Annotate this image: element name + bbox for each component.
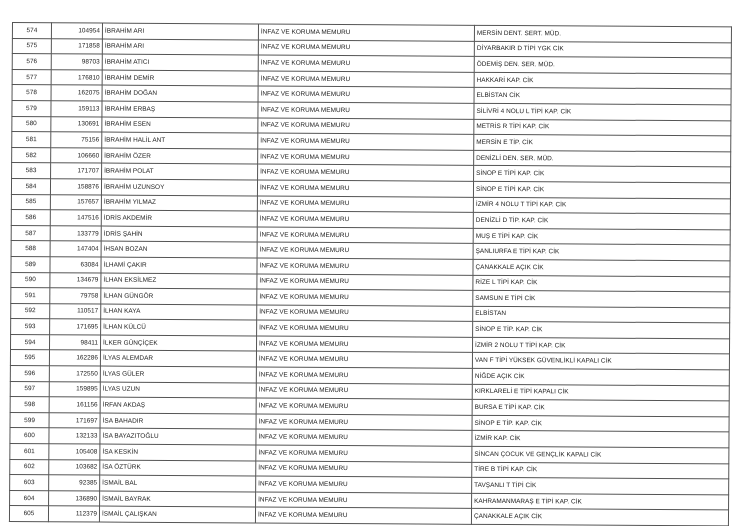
assigned-unit-cell: TİRE B TİPİ KAP. CİK <box>472 462 729 479</box>
registry-number-cell: 79758 <box>50 288 101 304</box>
full-name-cell: İDRİS ŞAHİN <box>101 226 257 243</box>
assigned-unit-cell: İZMİR 4 NOLU T TİPİ KAP. CİK <box>473 197 730 214</box>
row-number-cell: 603 <box>10 475 49 491</box>
registry-number-cell: 106660 <box>51 147 102 163</box>
registry-number-cell: 171695 <box>50 319 101 335</box>
row-number-cell: 604 <box>10 490 49 506</box>
registry-number-cell: 133779 <box>50 225 101 241</box>
full-name-cell: İSA BAYAZITOĞLU <box>100 428 256 445</box>
assigned-unit-cell: RİZE L TİPİ KAP. CİK <box>473 275 730 292</box>
job-title-cell: İNFAZ VE KORUMA MEMURU <box>258 86 474 103</box>
full-name-cell: İBRAHİM DOĞAN <box>102 85 258 102</box>
full-name-cell: İBRAHİM ERBAŞ <box>102 101 258 118</box>
full-name-cell: İBRAHİM ARI <box>102 23 258 40</box>
row-number-cell: 586 <box>11 210 50 226</box>
assigned-unit-cell: DENİZLİ DEN. SER. MÜD. <box>474 150 731 167</box>
registry-number-cell: 134679 <box>50 272 101 288</box>
row-number-cell: 605 <box>9 506 48 522</box>
job-title-cell: İNFAZ VE KORUMA MEMURU <box>256 383 472 400</box>
assigned-unit-cell: TAVŞANLI T TİPİ CİK <box>472 478 729 495</box>
registry-number-cell: 110517 <box>50 303 101 319</box>
row-number-cell: 588 <box>11 241 50 257</box>
registry-number-cell: 147516 <box>50 210 101 226</box>
full-name-cell: İLHAN KAYA <box>101 304 257 321</box>
full-name-cell: İLHAN KÜLCÜ <box>101 319 257 336</box>
full-name-cell: İBRAHİM UZUNSOY <box>101 179 257 196</box>
assigned-unit-cell: SİNCAN ÇOCUK VE GENÇLİK KAPALI CİK <box>472 446 729 463</box>
row-number-cell: 596 <box>10 366 49 382</box>
assigned-unit-cell: ŞANLIURFA E TİPİ KAP. CİK <box>473 244 730 261</box>
row-number-cell: 590 <box>11 272 50 288</box>
job-title-cell: İNFAZ VE KORUMA MEMURU <box>258 40 474 57</box>
assigned-unit-cell: METRİS R TİPİ KAP. CİK <box>474 119 731 136</box>
registry-number-cell: 98411 <box>49 335 100 351</box>
row-number-cell: 600 <box>10 428 49 444</box>
full-name-cell: İLYAS GÜLER <box>100 366 256 383</box>
job-title-cell: İNFAZ VE KORUMA MEMURU <box>258 102 474 119</box>
job-title-cell: İNFAZ VE KORUMA MEMURU <box>257 305 473 322</box>
assigned-unit-cell: SİNOP E TİP. KAP. CİK <box>472 415 729 432</box>
full-name-cell: İLHAMİ ÇAKIR <box>101 257 257 274</box>
assigned-unit-cell: SİNOP E TİPİ KAP. CİK <box>473 181 730 198</box>
assigned-unit-cell: ÇANAKKALE AÇIK CİK <box>471 509 728 526</box>
registry-number-cell: 103682 <box>49 459 100 475</box>
registry-number-cell: 157657 <box>50 194 101 210</box>
job-title-cell: İNFAZ VE KORUMA MEMURU <box>256 351 472 368</box>
row-number-cell: 598 <box>10 397 49 413</box>
row-number-cell: 583 <box>12 163 51 179</box>
assigned-unit-cell: DİYARBAKIR D TİPİ YGK CİK <box>474 41 731 58</box>
assigned-unit-cell: SAMSUN E TİPİ CİK <box>473 290 730 307</box>
assigned-unit-cell: HAKKARİ KAP. CİK <box>474 72 731 89</box>
row-number-cell: 580 <box>12 116 51 132</box>
full-name-cell: İLYAS UZUN <box>100 382 256 399</box>
job-title-cell: İNFAZ VE KORUMA MEMURU <box>256 336 472 353</box>
row-number-cell: 577 <box>12 69 51 85</box>
row-number-cell: 595 <box>10 350 49 366</box>
row-number-cell: 594 <box>10 334 49 350</box>
registry-number-cell: 92385 <box>49 475 100 491</box>
full-name-cell: İBRAHİM ATICI <box>102 54 258 71</box>
row-number-cell: 597 <box>10 381 49 397</box>
personnel-table-body <box>9 23 731 526</box>
row-number-cell: 601 <box>10 444 49 460</box>
job-title-cell: İNFAZ VE KORUMA MEMURU <box>257 258 473 275</box>
assigned-unit-cell: KAHRAMANMARAŞ E TİPİ KAP. CİK <box>472 493 729 510</box>
assigned-unit-cell: SİNOP E TİPİ KAP. CİK <box>474 166 731 183</box>
full-name-cell: İDRİS AKDEMİR <box>101 210 257 227</box>
registry-number-cell: 136890 <box>49 491 100 507</box>
job-title-cell: İNFAZ VE KORUMA MEMURU <box>256 414 472 431</box>
full-name-cell: İRFAN AKDAŞ <box>100 397 256 414</box>
assigned-unit-cell: BURSA E TİPİ KAP. CİK <box>472 400 729 417</box>
registry-number-cell: 159113 <box>51 101 102 117</box>
row-number-cell: 591 <box>11 288 50 304</box>
assigned-unit-cell: NİĞDE AÇIK CİK <box>472 368 729 385</box>
full-name-cell: İHSAN BOZAN <box>101 241 257 258</box>
job-title-cell: İNFAZ VE KORUMA MEMURU <box>256 367 472 384</box>
row-number-cell: 589 <box>11 256 50 272</box>
registry-number-cell: 112379 <box>48 506 99 522</box>
personnel-table <box>9 22 732 526</box>
full-name-cell: İBRAHİM HALİL ANT <box>102 132 258 149</box>
row-number-cell: 582 <box>12 147 51 163</box>
registry-number-cell: 75156 <box>51 132 102 148</box>
assigned-unit-cell: KIRKLARELİ E TİPİ KAPALI CİK <box>472 384 729 401</box>
full-name-cell: İSA BAHADIR <box>100 413 256 430</box>
full-name-cell: İLKER GÜNÇİÇEK <box>100 335 256 352</box>
job-title-cell: İNFAZ VE KORUMA MEMURU <box>256 492 472 509</box>
table-row <box>9 506 728 526</box>
row-number-cell: 587 <box>11 225 50 241</box>
job-title-cell: İNFAZ VE KORUMA MEMURU <box>257 289 473 306</box>
row-number-cell: 578 <box>12 85 51 101</box>
document-page <box>9 22 732 526</box>
assigned-unit-cell: MERSİN E TİP. CİK <box>474 134 731 151</box>
full-name-cell: İBRAHİM YILMAZ <box>101 195 257 212</box>
full-name-cell: İBRAHİM ESEN <box>102 117 258 134</box>
job-title-cell: İNFAZ VE KORUMA MEMURU <box>256 398 472 415</box>
registry-number-cell: 171697 <box>49 413 100 429</box>
full-name-cell: İLYAS ALEMDAR <box>100 351 256 368</box>
job-title-cell: İNFAZ VE KORUMA MEMURU <box>257 227 473 244</box>
assigned-unit-cell: İZMİR KAP. CİK <box>472 431 729 448</box>
full-name-cell: İSA ÖZTÜRK <box>100 460 256 477</box>
registry-number-cell: 176810 <box>51 70 102 86</box>
job-title-cell: İNFAZ VE KORUMA MEMURU <box>257 242 473 259</box>
registry-number-cell: 63084 <box>50 257 101 273</box>
assigned-unit-cell: ÖDEMİŞ DEN. SER. MÜD. <box>474 57 731 74</box>
job-title-cell: İNFAZ VE KORUMA MEMURU <box>257 320 473 337</box>
job-title-cell: İNFAZ VE KORUMA MEMURU <box>258 133 474 150</box>
job-title-cell: İNFAZ VE KORUMA MEMURU <box>258 71 474 88</box>
job-title-cell: İNFAZ VE KORUMA MEMURU <box>255 507 471 524</box>
row-number-cell: 575 <box>12 38 51 54</box>
registry-number-cell: 132133 <box>49 428 100 444</box>
assigned-unit-cell: ELBİSTAN <box>473 306 730 323</box>
row-number-cell: 592 <box>11 303 50 319</box>
row-number-cell: 574 <box>12 23 51 39</box>
row-number-cell: 581 <box>12 132 51 148</box>
registry-number-cell: 172550 <box>49 366 100 382</box>
full-name-cell: İBRAHİM DEMİR <box>102 70 258 87</box>
assigned-unit-cell: VAN F TİPİ YÜKSEK GÜVENLİKLİ KAPALI CİK <box>472 353 729 370</box>
job-title-cell: İNFAZ VE KORUMA MEMURU <box>257 211 473 228</box>
registry-number-cell: 158876 <box>50 179 101 195</box>
job-title-cell: İNFAZ VE KORUMA MEMURU <box>256 445 472 462</box>
registry-number-cell: 171858 <box>51 38 102 54</box>
job-title-cell: İNFAZ VE KORUMA MEMURU <box>258 149 474 166</box>
job-title-cell: İNFAZ VE KORUMA MEMURU <box>258 164 474 181</box>
row-number-cell: 576 <box>12 54 51 70</box>
full-name-cell: İLHAN EKSİLMEZ <box>101 273 257 290</box>
job-title-cell: İNFAZ VE KORUMA MEMURU <box>257 274 473 291</box>
full-name-cell: İBRAHİM ARI <box>102 39 258 56</box>
registry-number-cell: 159895 <box>49 381 100 397</box>
row-number-cell: 579 <box>12 100 51 116</box>
job-title-cell: İNFAZ VE KORUMA MEMURU <box>258 24 474 41</box>
registry-number-cell: 130691 <box>51 116 102 132</box>
registry-number-cell: 98703 <box>51 54 102 70</box>
full-name-cell: İSMAİL ÇALIŞKAN <box>99 506 255 523</box>
full-name-cell: İSMAİL BAYRAK <box>100 491 256 508</box>
assigned-unit-cell: DENİZLİ D TİP. KAP. CİK <box>473 212 730 229</box>
registry-number-cell: 171707 <box>51 163 102 179</box>
assigned-unit-cell: MUŞ E TİPİ KAP. CİK <box>473 228 730 245</box>
registry-number-cell: 147404 <box>50 241 101 257</box>
job-title-cell: İNFAZ VE KORUMA MEMURU <box>256 476 472 493</box>
full-name-cell: İBRAHİM ÖZER <box>102 148 258 165</box>
assigned-unit-cell: SİNOP E TİP. KAP. CİK <box>473 322 730 339</box>
full-name-cell: İSA KESKİN <box>100 444 256 461</box>
job-title-cell: İNFAZ VE KORUMA MEMURU <box>257 180 473 197</box>
row-number-cell: 584 <box>11 178 50 194</box>
job-title-cell: İNFAZ VE KORUMA MEMURU <box>258 55 474 72</box>
assigned-unit-cell: İZMİR 2 NOLU T TİPİ KAP. CİK <box>472 337 729 354</box>
assigned-unit-cell: SİLİVRİ 4 NOLU L TİPİ KAP. CİK <box>474 103 731 120</box>
assigned-unit-cell: MERSİN DENT. SERT. MÜD. <box>474 25 731 42</box>
assigned-unit-cell: ÇANAKKALE AÇIK CİK <box>473 259 730 276</box>
row-number-cell: 585 <box>11 194 50 210</box>
full-name-cell: İSMAİL BAL <box>100 475 256 492</box>
row-number-cell: 593 <box>11 319 50 335</box>
job-title-cell: İNFAZ VE KORUMA MEMURU <box>256 429 472 446</box>
job-title-cell: İNFAZ VE KORUMA MEMURU <box>256 461 472 478</box>
job-title-cell: İNFAZ VE KORUMA MEMURU <box>257 196 473 213</box>
job-title-cell: İNFAZ VE KORUMA MEMURU <box>258 118 474 135</box>
registry-number-cell: 162075 <box>51 85 102 101</box>
full-name-cell: İLHAN GÜNGÖR <box>101 288 257 305</box>
registry-number-cell: 161156 <box>49 397 100 413</box>
registry-number-cell: 104954 <box>51 23 102 39</box>
row-number-cell: 602 <box>10 459 49 475</box>
row-number-cell: 599 <box>10 412 49 428</box>
assigned-unit-cell: ELBİSTAN CİK <box>474 88 731 105</box>
full-name-cell: İBRAHİM POLAT <box>102 163 258 180</box>
registry-number-cell: 162286 <box>49 350 100 366</box>
registry-number-cell: 105408 <box>49 444 100 460</box>
